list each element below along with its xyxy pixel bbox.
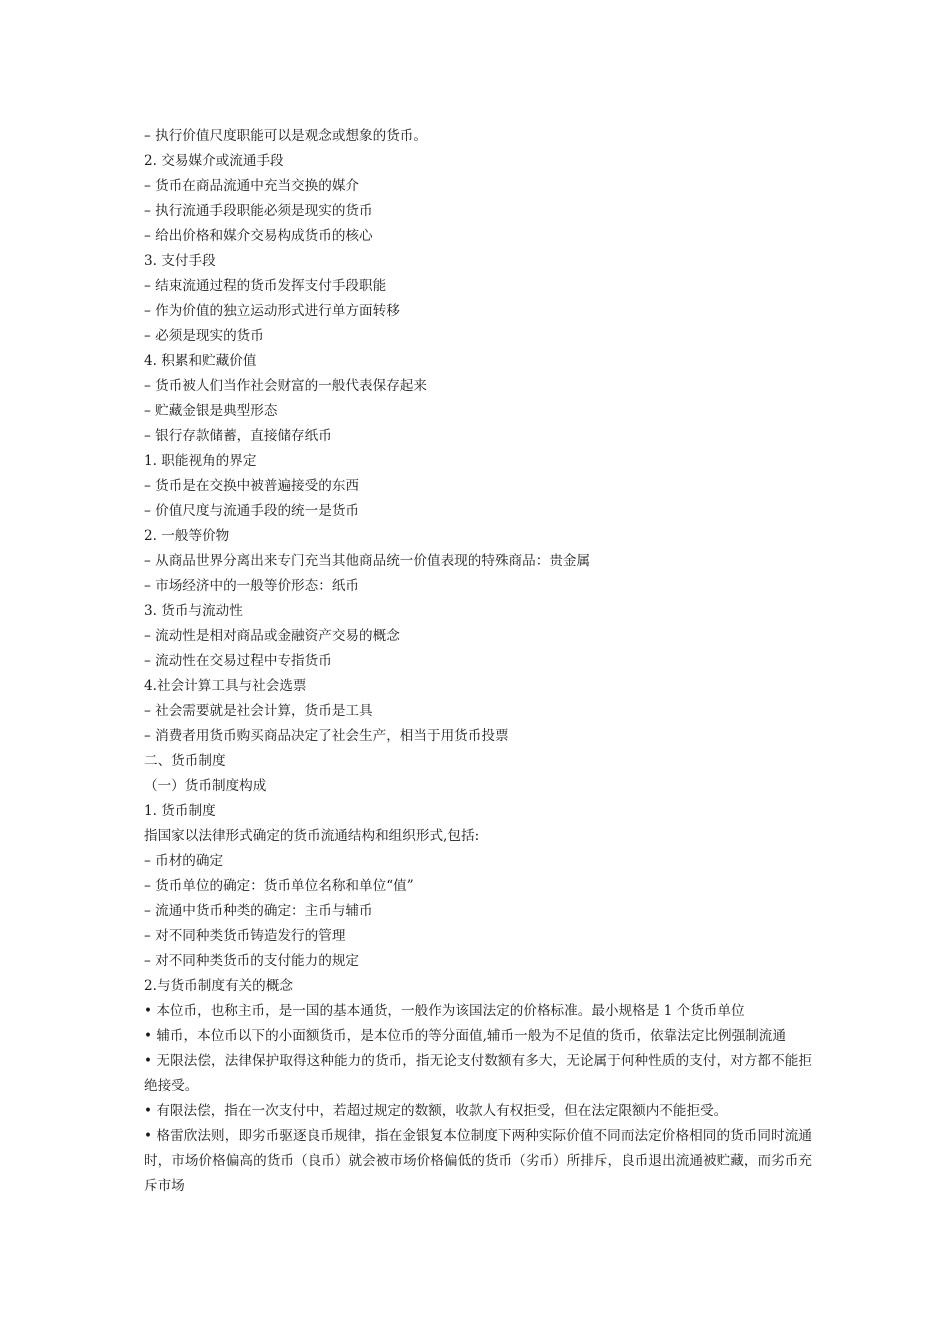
text-line: – 作为价值的独立运动形式进行单方面转移 [144,303,400,319]
text-line: 3. 支付手段 [144,253,216,269]
text-line: 1. 货币制度 [144,803,216,819]
text-line: • 有限法偿，指在一次支付中，若超过规定的数额，收款人有权拒受，但在法定限额内不能拒受。 [144,1103,728,1119]
text-line: 4. 积累和贮藏价值 [144,353,257,369]
text-line: – 币材的确定 [144,853,224,869]
text-line: – 市场经济中的一般等价形态：纸币 [144,578,360,594]
text-line: – 流动性是相对商品或金融资产交易的概念 [144,628,400,644]
text-line: – 消费者用货币购买商品决定了社会生产，相当于用货币投票 [144,728,509,744]
text-line: 1. 职能视角的界定 [144,453,257,469]
text-line: – 货币被人们当作社会财富的一般代表保存起来 [144,378,427,394]
text-line: – 流动性在交易过程中专指货币 [144,653,332,669]
text-line: 2. 一般等价物 [144,528,230,544]
text-line: • 辅币，本位币以下的小面额货币，是本位币的等分面值,辅币一般为不足值的货币，依靠法定比例强制流通 [144,1028,786,1044]
text-line: 指国家以法律形式确定的货币流通结构和组织形式,包括: [144,828,480,844]
text-line: 二、货币制度 [144,753,226,769]
text-line: – 对不同种类货币铸造发行的管理 [144,928,346,944]
text-line: – 价值尺度与流通手段的统一是货币 [144,503,360,519]
text-line: 2.与货币制度有关的概念 [144,978,293,994]
text-line: – 对不同种类货币的支付能力的规定 [144,953,360,969]
text-line: 2. 交易媒介或流通手段 [144,153,284,169]
text-line: – 结束流通过程的货币发挥支付手段职能 [144,278,387,294]
text-line: – 执行流通手段职能必须是现实的货币 [144,203,373,219]
text-line: – 贮藏金银是典型形态 [144,403,278,419]
text-line: • 格雷欣法则，即劣币驱逐良币规律，指在金银复本位制度下两种实际价值不同而法定价格相同的货币同时流通时，市场价格偏高的货币（良币）就会被市场价格偏低的货币（劣币）所排斥，良币退出流通被贮藏，而劣币充斥市场 [144,1128,812,1194]
text-line: – 银行存款储蓄，直接储存纸币 [144,428,332,444]
text-line: – 给出价格和媒介交易构成货币的核心 [144,228,373,244]
text-line: – 货币是在交换中被普遍接受的东西 [144,478,360,494]
text-line: – 货币在商品流通中充当交换的媒介 [144,178,360,194]
document-body [144,124,812,1199]
text-line: – 社会需要就是社会计算，货币是工具 [144,703,373,719]
text-line: – 执行价值尺度职能可以是观念或想象的货币。 [144,128,427,144]
text-line: – 货币单位的确定：货币单位名称和单位“值” [144,878,414,894]
text-line: • 无限法偿，法律保护取得这种能力的货币，指无论支付数额有多大，无论属于何种性质的支付，对方都不能拒绝接受。 [144,1053,812,1094]
text-line: 3. 货币与流动性 [144,603,243,619]
text-line: • 本位币，也称主币，是一国的基本通货，一般作为该国法定的价格标准。最小规格是 1 个货币单位 [144,1003,745,1019]
text-line: – 必须是现实的货币 [144,328,264,344]
text-line: 4.社会计算工具与社会选票 [144,678,307,694]
text-line: – 流通中货币种类的确定：主币与辅币 [144,903,373,919]
text-line: – 从商品世界分离出来专门充当其他商品统一价值表现的特殊商品：贵金属 [144,553,591,569]
text-line: （一）货币制度构成 [144,778,267,794]
